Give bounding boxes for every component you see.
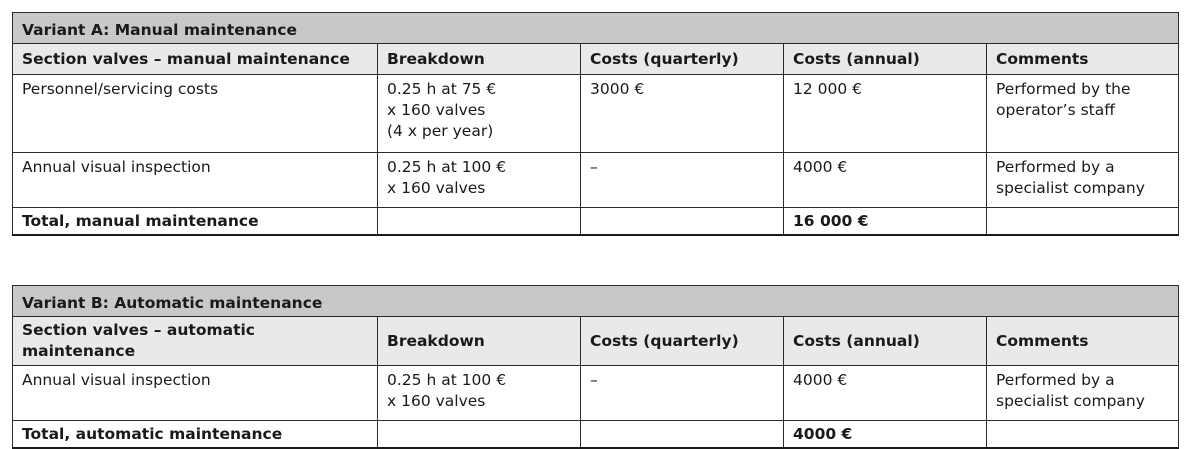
comment-line: specialist company: [996, 392, 1145, 410]
table-row-annual-visual-inspection: [13, 366, 1179, 421]
comment-line: specialist company: [996, 179, 1145, 197]
table-row-personnel-costs: [13, 75, 1179, 153]
row-costs-annual: 4000 €: [784, 153, 987, 208]
total-row-automatic-maintenance: [13, 421, 1179, 449]
row-item-label: Personnel/servicing costs: [13, 75, 378, 153]
total-quarterly-empty: [581, 421, 784, 449]
row-comments: [987, 153, 1179, 208]
total-label: Total, automatic maintenance: [13, 421, 378, 449]
column-header-costs-quarterly: Costs (quarterly): [581, 317, 784, 366]
total-comments-empty: [987, 208, 1179, 236]
variant-a-title-row: [13, 13, 1179, 44]
breakdown-line: 0.25 h at 75 €: [387, 80, 497, 98]
column-header-costs-annual: Costs (annual): [784, 317, 987, 366]
variant-b-title: Variant B: Automatic maintenance: [13, 286, 1179, 317]
breakdown-line: (4 x per year): [387, 122, 494, 140]
total-comments-empty: [987, 421, 1179, 449]
column-header-costs-quarterly: Costs (quarterly): [581, 44, 784, 75]
variant-a-header-row: [13, 44, 1179, 75]
row-comments: [987, 75, 1179, 153]
breakdown-line: 0.25 h at 100 €: [387, 158, 507, 176]
table-row-annual-visual-inspection: [13, 153, 1179, 208]
row-costs-quarterly: 3000 €: [581, 75, 784, 153]
column-header-item: Section valves – manual maintenance: [13, 44, 378, 75]
breakdown-line: x 160 valves: [387, 101, 486, 119]
row-costs-annual: 12 000 €: [784, 75, 987, 153]
row-item-label: Annual visual inspection: [13, 366, 378, 421]
column-header-breakdown: Breakdown: [378, 317, 581, 366]
comment-line: operator’s staff: [996, 101, 1115, 119]
column-header-item: Section valves – automatic maintenance: [13, 317, 378, 366]
row-breakdown: [378, 75, 581, 153]
breakdown-line: x 160 valves: [387, 179, 486, 197]
comment-line: Performed by a: [996, 158, 1115, 176]
variant-a-title: Variant A: Manual maintenance: [13, 13, 1179, 44]
row-breakdown: [378, 153, 581, 208]
total-costs-annual: 16 000 €: [784, 208, 987, 236]
row-costs-quarterly: –: [581, 366, 784, 421]
row-comments: [987, 366, 1179, 421]
row-costs-quarterly: –: [581, 153, 784, 208]
total-quarterly-empty: [581, 208, 784, 236]
total-breakdown-empty: [378, 421, 581, 449]
variant-a-table: [12, 12, 1179, 236]
total-label: Total, manual maintenance: [13, 208, 378, 236]
column-header-comments: Comments: [987, 44, 1179, 75]
variant-b-table: [12, 285, 1179, 449]
total-breakdown-empty: [378, 208, 581, 236]
total-row-manual-maintenance: [13, 208, 1179, 236]
breakdown-line: x 160 valves: [387, 392, 486, 410]
total-costs-annual: 4000 €: [784, 421, 987, 449]
row-item-label: Annual visual inspection: [13, 153, 378, 208]
variant-b-title-row: [13, 286, 1179, 317]
comment-line: Performed by a: [996, 371, 1115, 389]
column-header-comments: Comments: [987, 317, 1179, 366]
column-header-costs-annual: Costs (annual): [784, 44, 987, 75]
row-breakdown: [378, 366, 581, 421]
breakdown-line: 0.25 h at 100 €: [387, 371, 507, 389]
comment-line: Performed by the: [996, 80, 1131, 98]
row-costs-annual: 4000 €: [784, 366, 987, 421]
column-header-breakdown: Breakdown: [378, 44, 581, 75]
variant-b-header-row: [13, 317, 1179, 366]
